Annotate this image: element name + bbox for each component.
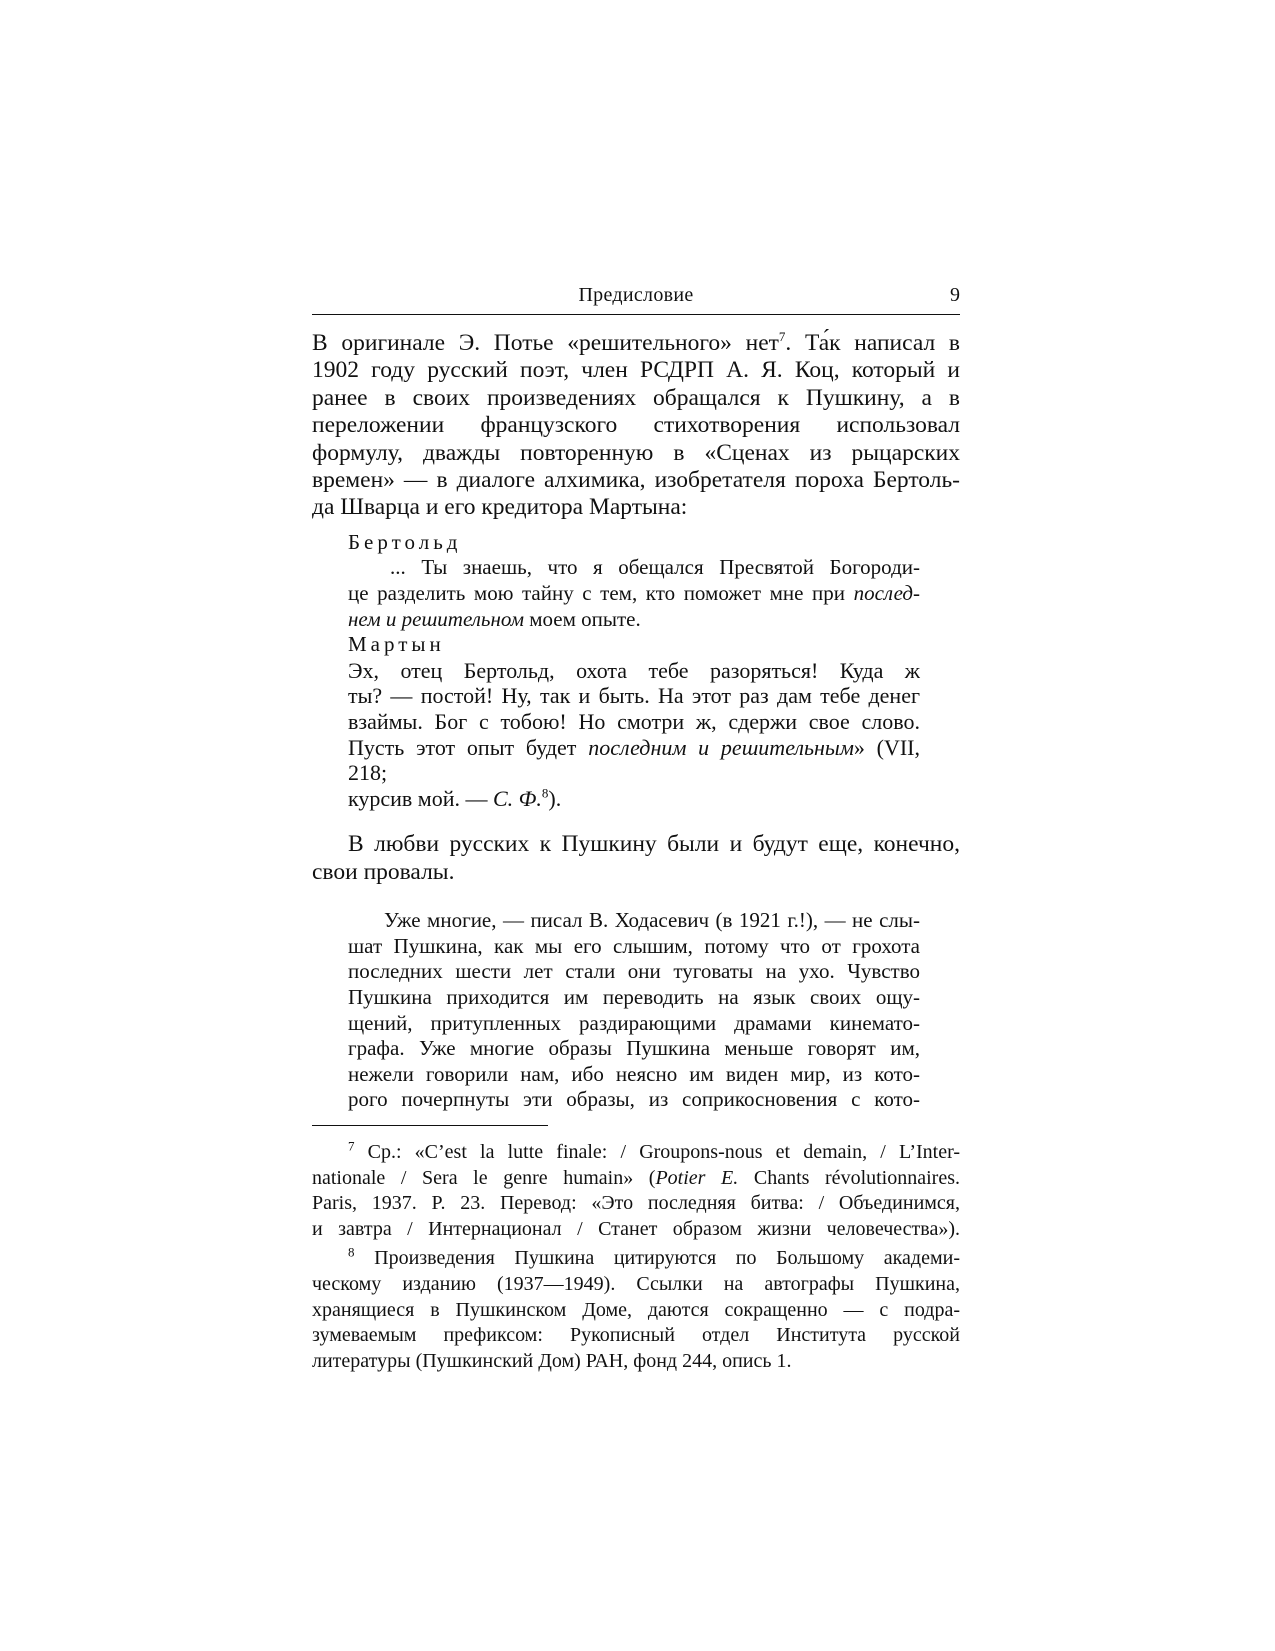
text-line: литературы (Пушкинский Дом) РАН, фонд 244, опись 1. [312, 1349, 792, 1372]
text-line: нежели говорили нам, ибо неясно им виден мир, из кото- [348, 1061, 920, 1086]
text-line: и завтра / Интернационал / Станет образом жизни человечества»). [312, 1217, 960, 1240]
drama-excerpt [348, 530, 920, 812]
text-line: шат Пушкина, как мы его слышим, потому что от грохота [348, 933, 920, 958]
running-head [312, 284, 960, 310]
text-segment: курсив мой. — [348, 785, 493, 811]
text-line [312, 1140, 960, 1166]
footnote-8 [312, 1246, 960, 1374]
text-segment: В оригинале Э. Потье «решительного» нет [312, 330, 779, 356]
text-segment: Пусть этот опыт будет [348, 734, 589, 760]
speech-martyn [348, 658, 920, 812]
speech-bertold [348, 555, 920, 632]
text-line: графа. Уже многие образы Пушкина меньше говорят им, [348, 1036, 920, 1061]
text-line [348, 735, 920, 786]
text-line [312, 330, 960, 357]
text-segment: Произведения Пушкина цитируются по Большому академи- [354, 1247, 960, 1270]
text-line: ранее в своих произведениях обращался к Пушкину, а в [312, 384, 960, 411]
footnotes [312, 1140, 960, 1378]
text-line: В любви русских к Пушкину были и будут еще, конечно, [348, 831, 960, 858]
text-line: рого почерпнуты эти образы, из соприкосновения с кото- [348, 1087, 920, 1112]
text-segment: ). [548, 785, 562, 811]
footnote-number: 8 [348, 1244, 355, 1260]
footnote-ref-7: 7 [778, 329, 786, 345]
text-line: последних шести лет стали они туговаты на ухо. Чувство [348, 959, 920, 984]
text-line: формулу, дважды повторенную в «Сценах из рыцарских [312, 439, 960, 466]
footnote-rule [312, 1125, 548, 1126]
speaker-name: Бертольд [348, 529, 462, 554]
text-line: зумеваемым префиксом: Рукописный отдел Института русской [312, 1324, 960, 1347]
text-line: да Шварца и его кредитора Мартына: [312, 494, 688, 521]
paragraph-2 [312, 831, 960, 886]
text-line: Уже многие, — писал В. Ходасевич (в 1921 г.!), — не слы- [384, 908, 920, 933]
text-line: свои провалы. [312, 858, 455, 885]
text-segment: моем опыте. [524, 606, 641, 631]
paragraph-1 [312, 330, 960, 522]
footnote-ref-8: 8 [541, 785, 549, 801]
footnote-7 [312, 1140, 960, 1242]
text-line [348, 607, 920, 633]
text-line: ты? — постой! Ну, так и быть. На этот раз дам тебе денег [348, 683, 920, 709]
text-line [348, 786, 920, 812]
italic-text: послед- [853, 581, 920, 606]
italic-text: С. Ф. [493, 785, 542, 811]
text-segment: . Та́к написал в [785, 330, 960, 356]
header-rule [312, 314, 960, 315]
speaker-name: Мартын [348, 632, 445, 657]
text-line: времен» — в диалоге алхимика, изобретателя пороха Бертоль- [312, 467, 960, 494]
footnote-number: 7 [348, 1138, 355, 1154]
text-segment: » (VII, 218; [348, 734, 921, 786]
italic-text: последним и решительным [588, 734, 854, 760]
italic-text: нем и решительном [348, 606, 524, 631]
page-number: 9 [950, 284, 960, 306]
block-quote [348, 908, 920, 1113]
text-line: 1902 году русский поэт, член РСДРП А. Я. Коц, который и [312, 357, 960, 384]
text-line: Paris, 1937. P. 23. Перевод: «Это последняя битва: / Объединимся, [312, 1192, 960, 1215]
text-segment: nationale / Sera le genre humain» ( [312, 1166, 656, 1189]
text-line [348, 581, 920, 607]
text-segment: це разделить мою тайну с тем, кто поможет мне при [348, 581, 854, 606]
text-segment: Ср.: «C’est la lutte finale: / Groupons-nous et demain, / L’Inter- [354, 1141, 960, 1163]
text-line: ... Ты знаешь, что я обещался Пресвятой Богороди- [390, 555, 920, 580]
text-line: переложении французского стихотворения использовал [312, 412, 960, 439]
text-line: щений, притупленных раздирающими драмами кинемато- [348, 1010, 920, 1035]
text-line: хранящиеся в Пушкинском Доме, даются сокращенно — с подра- [312, 1298, 960, 1321]
text-segment: Chants révolutionnaires. [738, 1166, 960, 1189]
text-line: Эх, отец Бертольд, охота тебе разоряться! Куда ж [348, 657, 920, 683]
text-line [312, 1246, 960, 1272]
main-text [312, 330, 960, 1113]
italic-text: Potier E. [655, 1166, 739, 1189]
text-line: ческому изданию (1937—1949). Ссылки на автографы Пушкина, [312, 1272, 960, 1295]
text-line: Пушкина приходится им переводить на язык своих ощу- [348, 984, 920, 1009]
text-line [312, 1166, 960, 1192]
text-line: взаймы. Бог с тобою! Но смотри ж, сдержи свое слово. [348, 709, 920, 734]
running-title: Предисловие [578, 284, 694, 306]
